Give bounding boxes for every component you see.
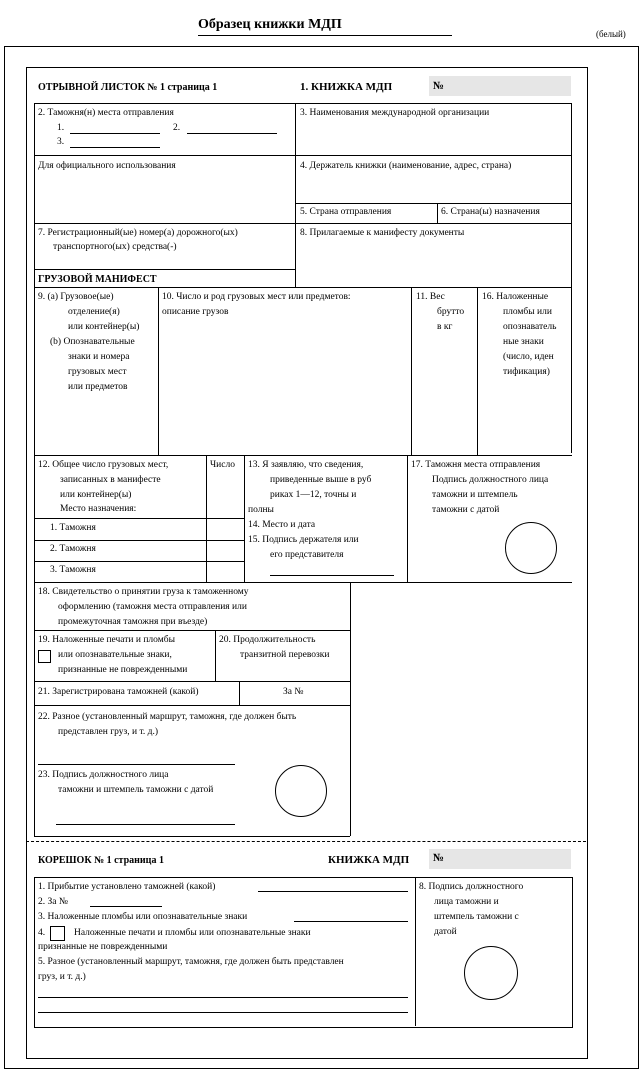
field-9-line-3: или контейнер(ы) xyxy=(68,322,140,332)
field-23-line-2: таможни и штемпель таможни с датой xyxy=(58,785,214,795)
grid-line xyxy=(34,155,295,156)
grid-line xyxy=(295,203,571,204)
field-7-label-2: транспортного(ых) средства(-) xyxy=(53,242,177,252)
grid-line xyxy=(34,681,350,682)
counterfoil-field-5-line-2: груз, и т. д.) xyxy=(38,972,86,982)
field-6-label: 6. Страна(ы) назначения xyxy=(441,207,540,217)
counterfoil-line-1[interactable] xyxy=(258,891,408,892)
field-21-label: 21. Зарегистрирована таможней (какой) xyxy=(38,687,199,697)
field-19-checkbox[interactable] xyxy=(38,650,51,663)
number-column-label: Число xyxy=(210,460,235,470)
field-7-label: 7. Регистрационный(ые) номер(а) дорожного(ых) xyxy=(38,228,238,238)
grid-right xyxy=(571,103,572,453)
grid-line xyxy=(34,287,571,288)
field-2-item-2: 2. xyxy=(173,123,181,133)
stamp-circle-17 xyxy=(505,522,557,574)
field-17-line-2: Подпись должностного лица xyxy=(432,475,549,485)
field-10-line-1: 10. Число и род грузовых мест или предметов: xyxy=(162,292,351,302)
field-15-line-1: 15. Подпись держателя или xyxy=(248,535,359,545)
field-2-line-3[interactable] xyxy=(70,147,160,148)
voucher-title: ОТРЫВНОЙ ЛИСТОК № 1 страница 1 xyxy=(38,82,218,93)
grid-line xyxy=(215,630,216,681)
grid-line xyxy=(407,455,408,582)
field-2-item-3: 3. xyxy=(57,137,65,147)
grid-line xyxy=(239,681,240,705)
field-2-line-2[interactable] xyxy=(187,133,277,134)
stamp-circle-23 xyxy=(275,765,327,817)
counterfoil-line-3[interactable] xyxy=(294,921,408,922)
field-9-line-1: 9. (a) Грузовое(ые) xyxy=(38,292,114,302)
counterfoil-stamp-circle xyxy=(464,946,518,1000)
field-16-line-6: тификация) xyxy=(503,367,550,377)
field-15-signature-line[interactable] xyxy=(270,575,394,576)
field-2-item-1: 1. xyxy=(57,123,65,133)
field-11-line-3: в кг xyxy=(437,322,453,332)
cargo-manifest-title: ГРУЗОВОЙ МАНИФЕСТ xyxy=(38,274,157,285)
field-22-line-1: 22. Разное (установленный маршрут, таможня, где должен быть xyxy=(38,712,297,722)
field-11-line-1: 11. Вес xyxy=(416,292,445,302)
field-15-line-2: его представителя xyxy=(270,550,344,560)
field-3-label: 3. Наименования международной организации xyxy=(300,108,490,118)
field-17-line-3: таможни и штемпель xyxy=(432,490,518,500)
field-8-label: 8. Прилагаемые к манифесту документы xyxy=(300,228,465,238)
customs-3: 3. Таможня xyxy=(50,565,96,575)
counterfoil-book-label: КНИЖКА МДП xyxy=(328,854,410,866)
field-21-number: За № xyxy=(283,687,304,697)
page-title: Образец книжки МДП xyxy=(198,17,342,32)
field-18-line-1: 18. Свидетельство о принятии груза к таможенному xyxy=(38,587,249,597)
field-12-line-1: 12. Общее число грузовых мест, xyxy=(38,460,169,470)
field-16-line-2: пломбы или xyxy=(503,307,552,317)
field-16-line-4: ные знаки xyxy=(503,337,544,347)
grid-mid xyxy=(295,103,296,287)
field-17-line-1: 17. Таможня места отправления xyxy=(411,460,541,470)
field-4-label: 4. Держатель книжки (наименование, адрес, страна) xyxy=(300,161,512,171)
field-9-line-7: или предметов xyxy=(68,382,128,392)
counterfoil-field-8-line-2: лица таможни и xyxy=(434,897,499,907)
counterfoil-field-4-text: Наложенные печати и пломбы или опознавательные знаки xyxy=(74,928,311,938)
cut-line xyxy=(26,841,586,842)
field-20-line-2: транзитной перевозки xyxy=(240,650,330,660)
counterfoil-line-2[interactable] xyxy=(90,906,162,907)
field-17-line-4: таможни с датой xyxy=(432,505,500,515)
field-20-line-1: 20. Продолжительность xyxy=(219,635,316,645)
counterfoil-line-5b[interactable] xyxy=(38,1012,408,1013)
counterfoil-number-field[interactable] xyxy=(429,849,571,869)
counterfoil-field-8-line-3: штемпель таможни с xyxy=(434,912,519,922)
counterfoil-field-2: 2. За № xyxy=(38,897,68,907)
counterfoil-field-8-line-1: 8. Подпись должностного xyxy=(419,882,524,892)
field-12-line-3: или контейнер(ы) xyxy=(60,490,132,500)
customs-2: 2. Таможня xyxy=(50,544,96,554)
title-underline xyxy=(198,35,452,36)
grid-line xyxy=(34,561,244,562)
grid-line xyxy=(34,269,295,270)
grid-line xyxy=(437,203,438,223)
book-number-field[interactable] xyxy=(429,76,571,96)
field-19-line-1: 19. Наложенные печати и пломбы xyxy=(38,635,175,645)
field-18-line-2: оформлению (таможня места отправления или xyxy=(58,602,247,612)
field-16-line-1: 16. Наложенные xyxy=(482,292,549,302)
field-16-line-5: (число, иден xyxy=(503,352,554,362)
counterfoil-number-label: № xyxy=(433,852,445,864)
book-number-label: № xyxy=(433,80,445,92)
field-19-line-3: признанные не поврежденными xyxy=(58,665,188,675)
field-9-line-2: отделение(я) xyxy=(68,307,120,317)
field-12-line-4: Место назначения: xyxy=(60,504,137,514)
field-22-line[interactable] xyxy=(38,764,235,765)
grid-line xyxy=(34,540,244,541)
grid-line xyxy=(34,582,572,583)
field-2-line-1[interactable] xyxy=(70,133,160,134)
field-5-label: 5. Страна отправления xyxy=(300,207,392,217)
field-18-line-3: промежуточная таможня при въезде) xyxy=(58,617,208,627)
field-9-line-5: знаки и номера xyxy=(68,352,130,362)
field-22-line-2: представлен груз, и т. д.) xyxy=(58,727,159,737)
field-13-line-1: 13. Я заявляю, что сведения, xyxy=(248,460,364,470)
field-13-line-2: приведенные выше в руб xyxy=(270,475,372,485)
grid-line xyxy=(34,582,35,836)
field-23-line-1: 23. Подпись должностного лица xyxy=(38,770,169,780)
field-9-line-4: (b) Опознавательные xyxy=(50,337,135,347)
field-14-label: 14. Место и дата xyxy=(248,520,316,530)
color-note: (белый) xyxy=(596,29,626,39)
grid-line xyxy=(295,155,571,156)
field-23-signature-line[interactable] xyxy=(56,824,235,825)
official-use-label: Для официального использования xyxy=(38,161,176,171)
grid-line xyxy=(34,705,350,706)
grid-line xyxy=(411,287,412,455)
field-12-line-2: записанных в манифесте xyxy=(60,475,161,485)
field-13-line-4: полны xyxy=(248,505,274,515)
counterfoil-field-8-line-4: датой xyxy=(434,927,457,937)
counterfoil-field-3: 3. Наложенные пломбы или опознавательные знаки xyxy=(38,912,248,922)
counterfoil-field-4: 4. xyxy=(38,928,46,938)
counterfoil-field-4-line-2: признанные не поврежденными xyxy=(38,942,168,952)
field-16-line-3: опознаватель xyxy=(503,322,557,332)
counterfoil-checkbox[interactable] xyxy=(50,926,65,941)
grid-line xyxy=(34,455,572,456)
grid-line xyxy=(244,455,245,582)
field-9-line-6: грузовых мест xyxy=(68,367,127,377)
counterfoil-field-5-line-1: 5. Разное (установленный маршрут, таможня, где должен быть представлен xyxy=(38,957,344,967)
grid-line xyxy=(34,223,571,224)
counterfoil-field-1: 1. Прибытие установлено таможней (какой) xyxy=(38,882,216,892)
field-2-label: 2. Таможня(н) места отправления xyxy=(38,108,174,118)
grid-line xyxy=(158,287,159,455)
grid-line xyxy=(34,518,244,519)
grid-line xyxy=(34,630,350,631)
grid-line xyxy=(34,836,350,837)
field-10-line-2: описание грузов xyxy=(162,307,229,317)
tir-book-label: 1. КНИЖКА МДП xyxy=(300,81,393,93)
field-19-line-2: или опознавательные знаки, xyxy=(58,650,172,660)
field-13-line-3: риках 1—12, точны и xyxy=(270,490,357,500)
field-11-line-2: брутто xyxy=(437,307,465,317)
counterfoil-title: КОРЕШОК № 1 страница 1 xyxy=(38,855,164,866)
grid-line xyxy=(477,287,478,455)
counterfoil-line-5a[interactable] xyxy=(38,997,408,998)
grid-top xyxy=(34,103,571,104)
grid-line xyxy=(350,582,351,836)
grid-line xyxy=(415,877,416,1026)
customs-1: 1. Таможня xyxy=(50,523,96,533)
